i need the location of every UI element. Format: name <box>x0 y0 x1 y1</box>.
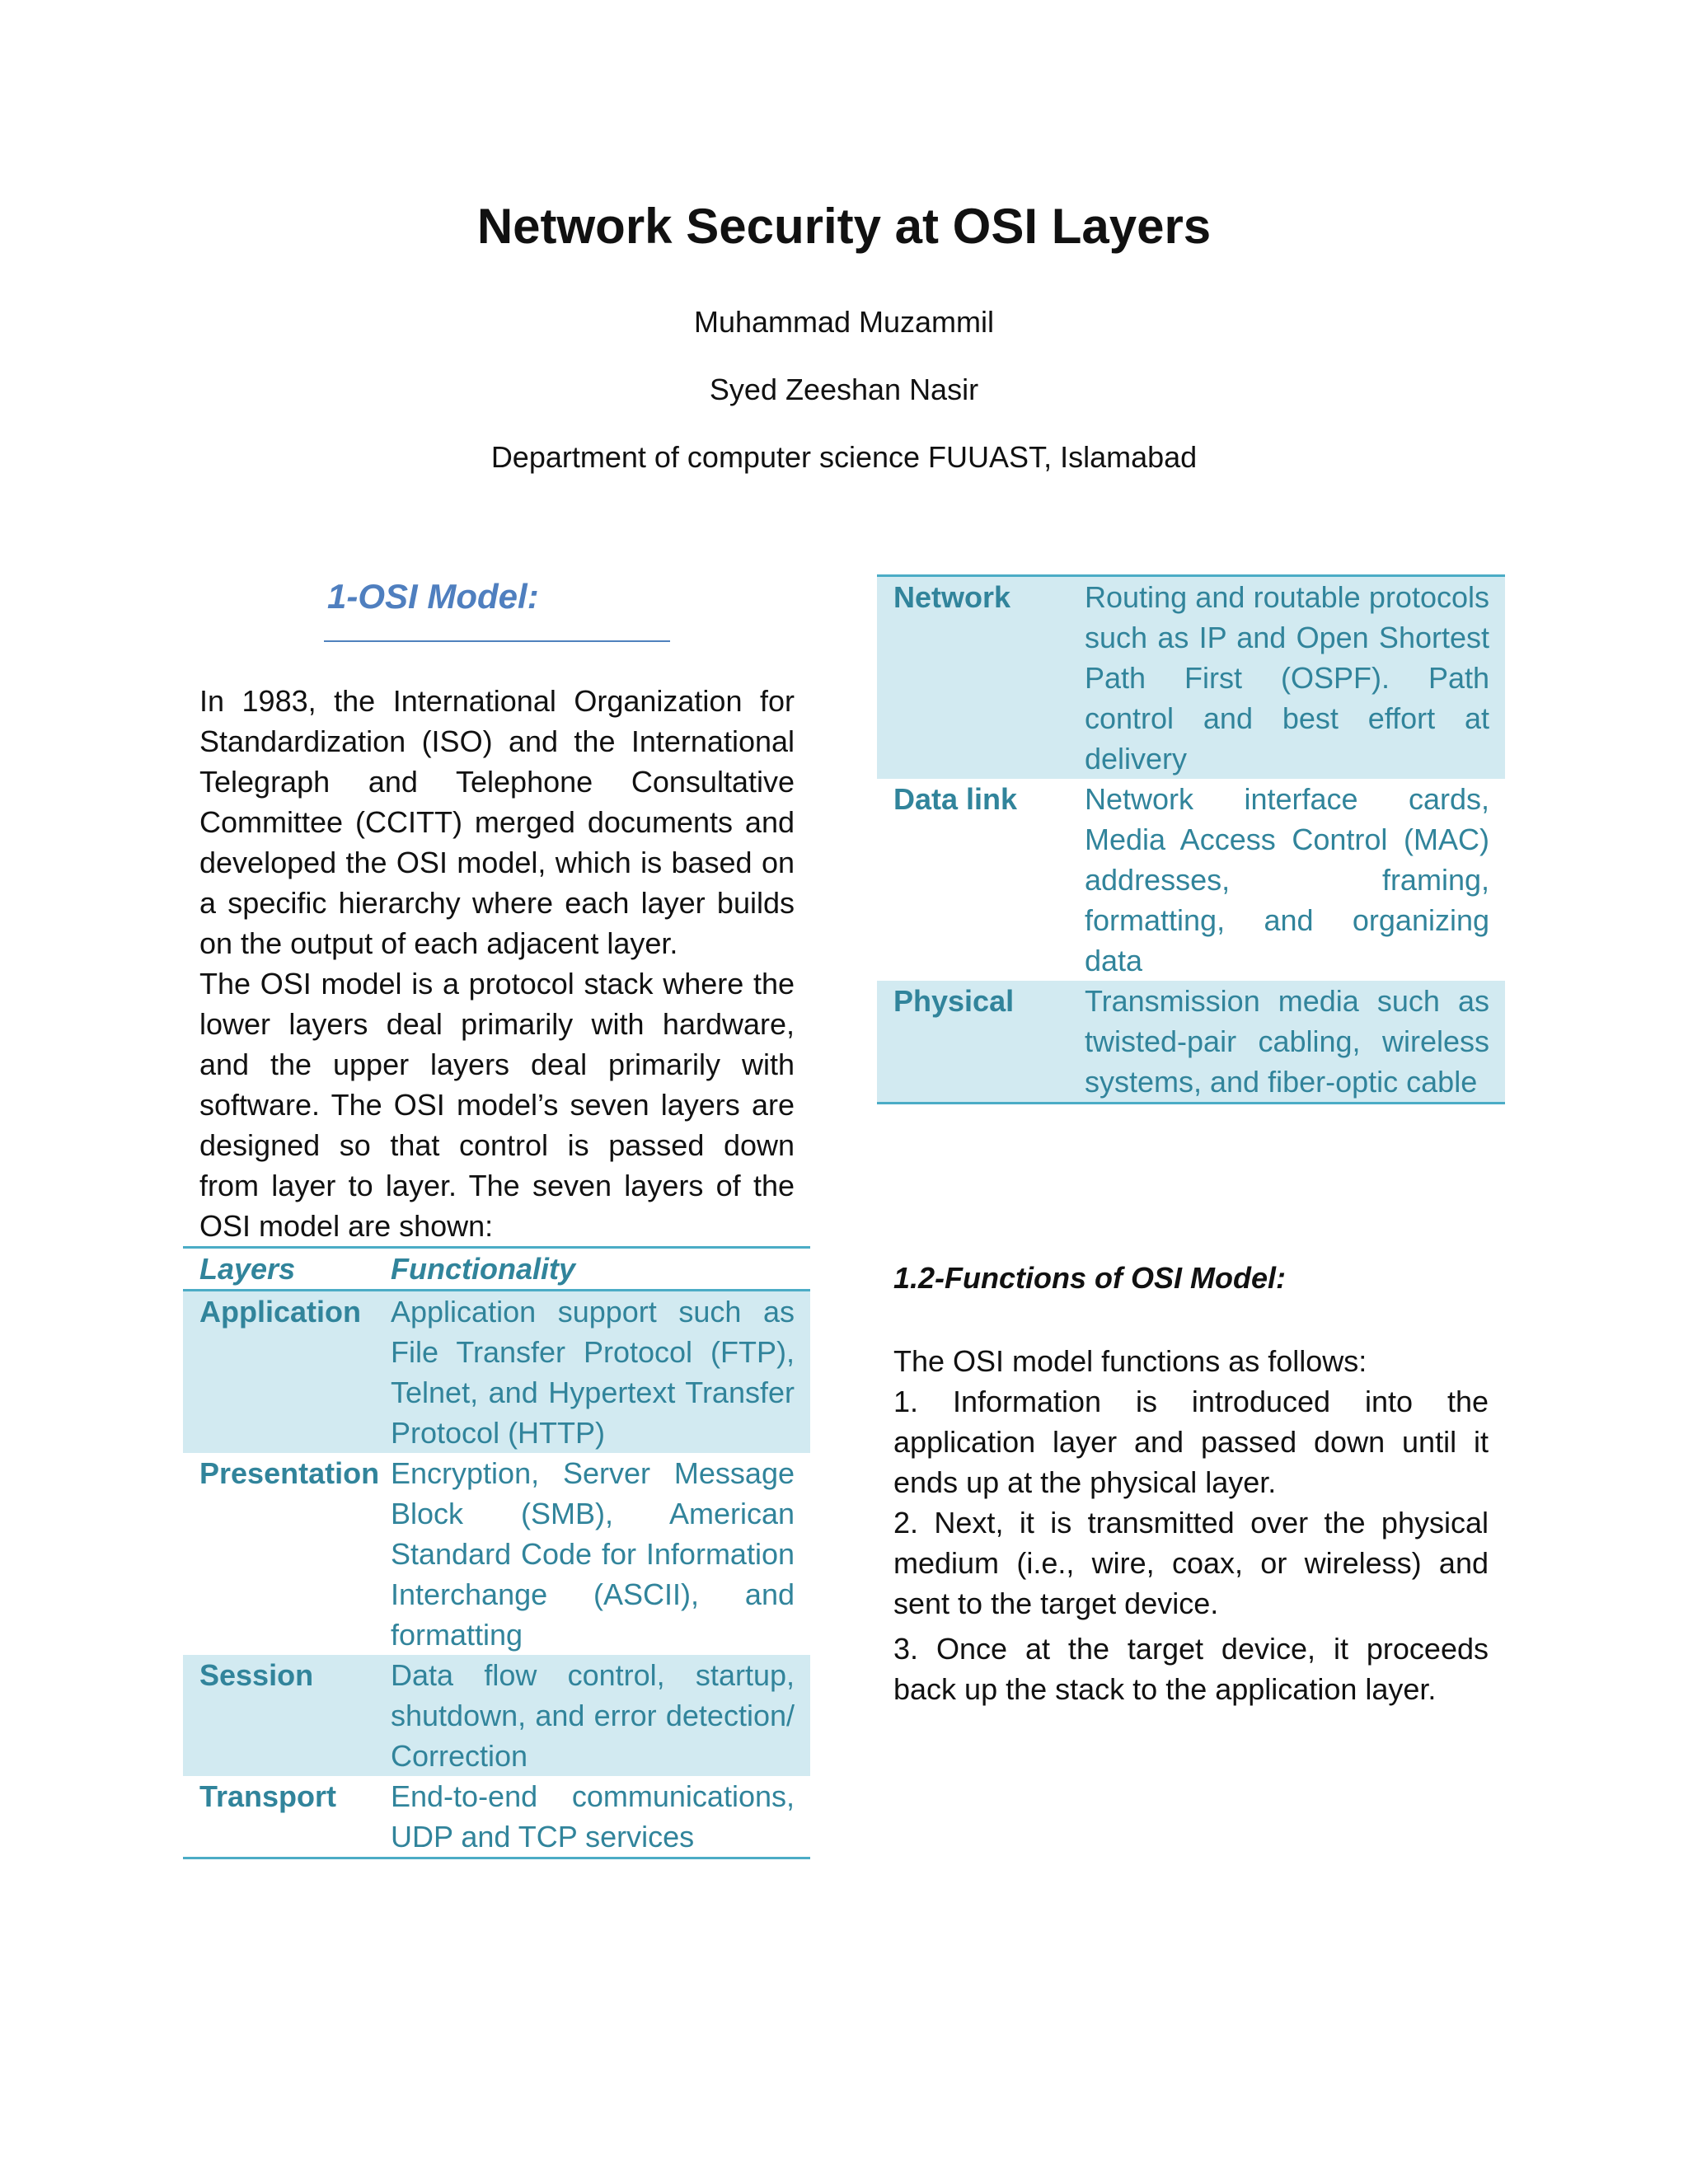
table-row <box>877 981 1505 1104</box>
layer-functionality: Encryption, Server Message Block (SMB), American Standard Code for Information Interchange (ASCII), and formatting <box>391 1456 795 1652</box>
layer-name: Presentation <box>199 1456 380 1490</box>
paper-title: Network Security at OSI Layers <box>476 199 1212 254</box>
layer-functionality: Application support such as File Transfer Protocol (FTP), Telnet, and Hypertext Transfer Protocol (HTTP) <box>391 1291 810 1454</box>
layer-name: Physical <box>877 981 1085 1104</box>
layer-functionality: Data flow control, startup, shutdown, and error detection/ Correction <box>391 1655 810 1776</box>
affiliation: Department of computer science FUUAST, Islamabad <box>490 440 1198 474</box>
osi-layers-table-continued <box>877 574 1505 1104</box>
heading-underline <box>324 640 670 642</box>
list-item: 2. Next, it is transmitted over the physical medium (i.e., wire, coax, or wireless) and sent to the target device. <box>893 1506 1489 1620</box>
table-row <box>877 576 1505 780</box>
functions-intro: The OSI model functions as follows: <box>893 1344 1367 1378</box>
section-heading-osi-model: 1-OSI Model: <box>327 577 539 616</box>
table-header-row <box>183 1248 810 1291</box>
table-row <box>183 1655 810 1776</box>
layer-name: Application <box>183 1291 391 1454</box>
table-row <box>183 1453 810 1655</box>
body-paragraph: In 1983, the International Organization for Standardization (ISO) and the International Telegraph and Telephone Consultative Committee (CCITT) merged documents and developed the OSI model, which is based on a specific hierarchy where each layer builds on the output of each adjacent layer. <box>199 684 795 960</box>
layer-name: Session <box>183 1655 391 1776</box>
layer-name: Network <box>877 576 1085 780</box>
layer-name: Transport <box>199 1779 337 1813</box>
body-paragraph: The OSI model is a protocol stack where the lower layers deal primarily with hardware, and the upper layers deal primarily with software. The OSI model’s seven layers are designed so that control is passed down from layer to layer. The seven layers of the OSI model are shown: <box>199 967 795 1243</box>
column-header-functionality: Functionality <box>391 1248 810 1291</box>
layer-functionality: Network interface cards, Media Access Control (MAC) addresses, framing, formatting, and organizing data <box>1085 782 1489 977</box>
author-name: Syed Zeeshan Nasir <box>709 373 979 406</box>
list-item: 3. Once at the target device, it proceeds back up the stack to the application layer. <box>893 1632 1489 1706</box>
layer-functionality: End-to-end communications, UDP and TCP services <box>391 1779 795 1854</box>
column-header-layers: Layers <box>183 1248 391 1291</box>
layer-functionality: Transmission media such as twisted-pair cabling, wireless systems, and fiber-optic cable <box>1085 981 1505 1104</box>
author-name: Muhammad Muzammil <box>693 305 995 339</box>
layer-name: Data link <box>893 782 1018 816</box>
table-row <box>183 1776 810 1858</box>
functions-paragraph <box>893 1341 1489 1709</box>
list-item: 1. Information is introduced into the application layer and passed down until it ends up at the physical layer. <box>893 1385 1489 1499</box>
table-row <box>877 779 1505 981</box>
table-row <box>183 1291 810 1454</box>
section-heading-functions: 1.2-Functions of OSI Model: <box>893 1261 1286 1295</box>
osi-layers-table <box>183 1246 810 1859</box>
layer-functionality: Routing and routable protocols such as IP and Open Shortest Path First (OSPF). Path control and best effort at delivery <box>1085 576 1505 780</box>
